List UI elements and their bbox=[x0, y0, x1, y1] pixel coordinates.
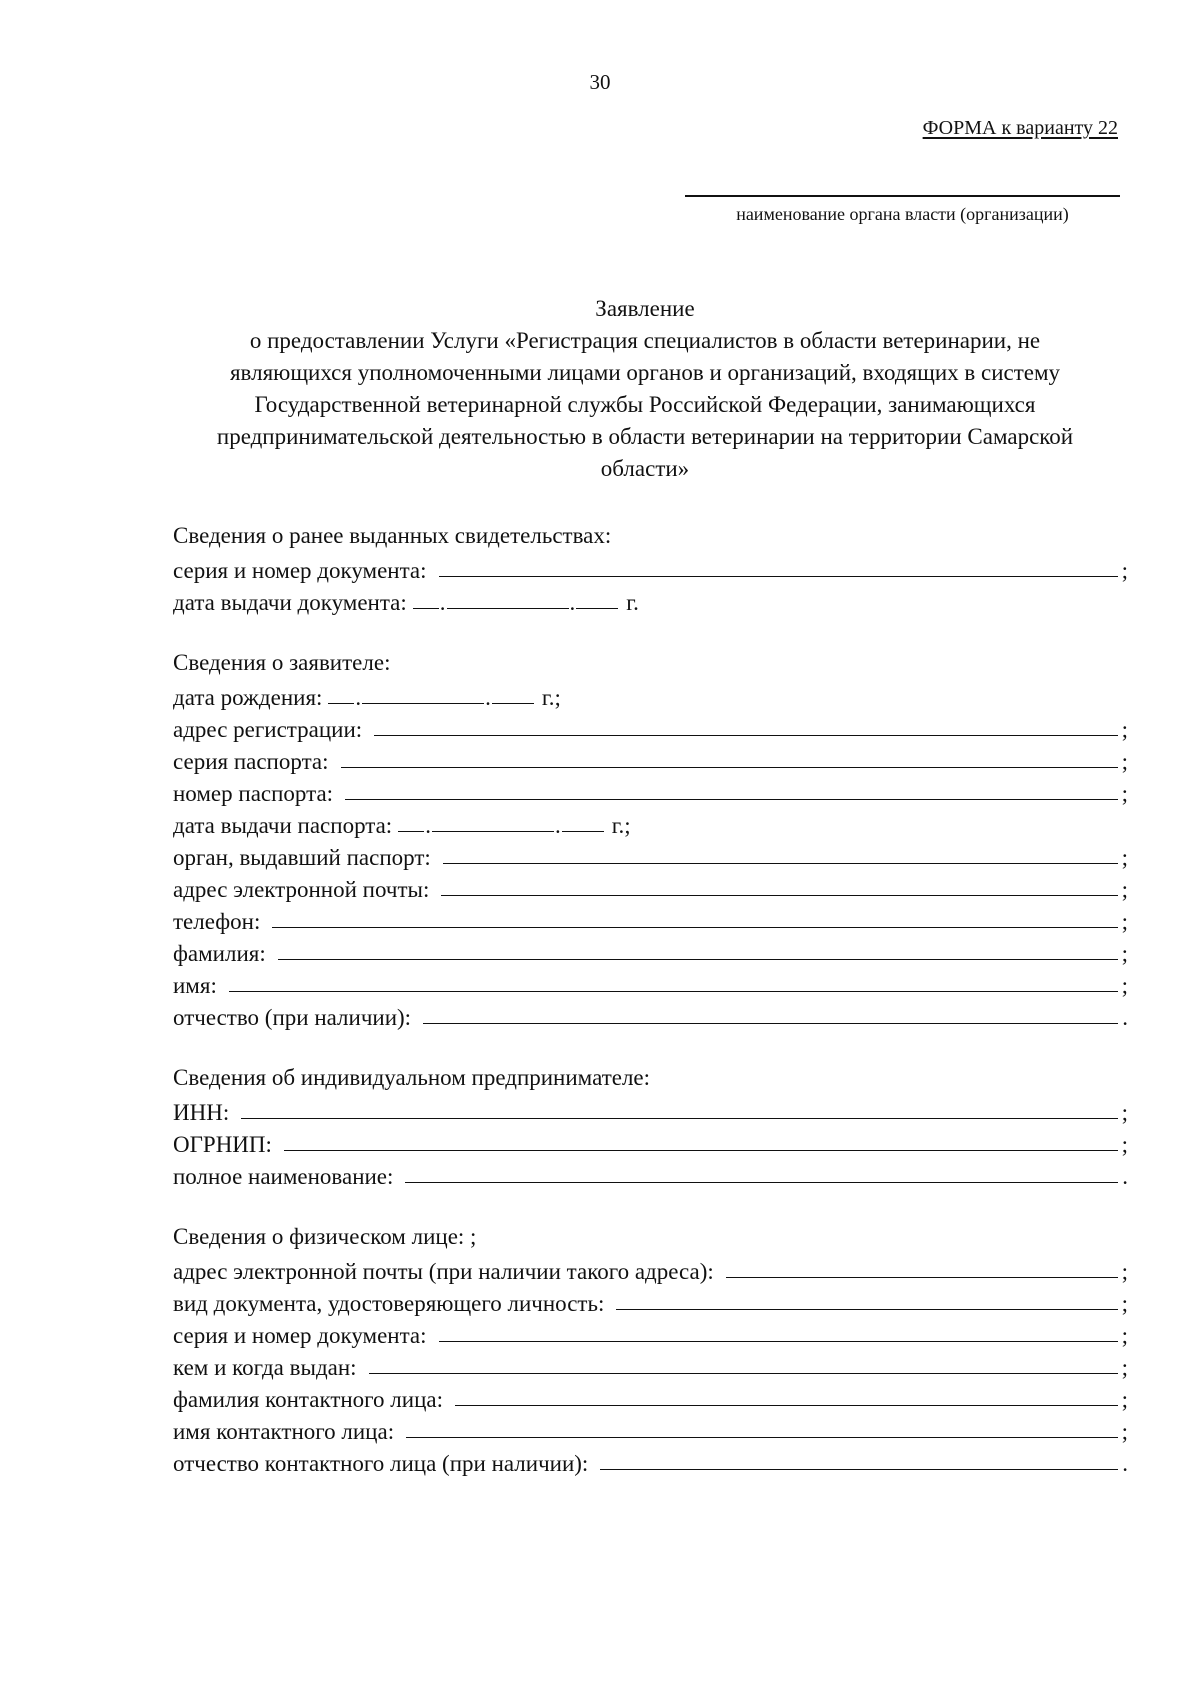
field-label: фамилия: bbox=[173, 941, 266, 966]
fill-in-line[interactable] bbox=[241, 1096, 1118, 1119]
application-title bbox=[160, 293, 1130, 485]
fill-in-line[interactable] bbox=[405, 1160, 1118, 1183]
fill-in-line[interactable] bbox=[616, 1287, 1118, 1310]
fill-in-line[interactable] bbox=[439, 554, 1118, 577]
line-terminator: ; bbox=[1121, 1100, 1128, 1125]
field-row bbox=[173, 1317, 1128, 1349]
fill-in-line[interactable] bbox=[443, 841, 1118, 864]
fill-in-line[interactable] bbox=[726, 1255, 1118, 1278]
field-label: номер паспорта: bbox=[173, 781, 334, 806]
fill-in-line[interactable] bbox=[345, 777, 1118, 800]
day-blank[interactable] bbox=[413, 586, 439, 609]
separator-dot: . bbox=[569, 590, 576, 615]
fill-in-line[interactable] bbox=[600, 1447, 1118, 1470]
fill-in-line[interactable] bbox=[341, 745, 1119, 768]
year-suffix: г. bbox=[626, 590, 639, 615]
fill-in-line[interactable] bbox=[455, 1383, 1118, 1406]
section-individual-entrepreneur bbox=[173, 1062, 1128, 1190]
line-terminator: ; bbox=[1121, 941, 1128, 966]
separator-dot: . bbox=[355, 685, 362, 710]
field-row bbox=[173, 1158, 1128, 1190]
field-label: адрес электронной почты (при наличии такого адреса): bbox=[173, 1259, 714, 1284]
organization-caption: наименование органа власти (организации) bbox=[736, 204, 1069, 224]
field-row bbox=[173, 967, 1128, 999]
section-heading: Сведения об индивидуальном предпринимателе: bbox=[173, 1065, 651, 1090]
fill-in-line[interactable] bbox=[272, 905, 1118, 928]
field-row bbox=[173, 743, 1128, 775]
field-row bbox=[173, 1094, 1128, 1126]
fill-in-line[interactable] bbox=[369, 1351, 1118, 1374]
field-row bbox=[173, 935, 1128, 967]
line-terminator: ; bbox=[1121, 909, 1128, 934]
section-previous-certificates bbox=[173, 520, 1128, 616]
field-label: вид документа, удостоверяющего личность: bbox=[173, 1291, 605, 1316]
title-line: предпринимательской деятельностью в области ветеринарии на территории Самарской bbox=[216, 424, 1074, 449]
line-terminator: . bbox=[1122, 1164, 1128, 1189]
field-label: ОГРНИП: bbox=[173, 1132, 272, 1157]
field-row bbox=[173, 1285, 1128, 1317]
field-label: дата выдачи документа: bbox=[173, 590, 407, 615]
field-row bbox=[173, 999, 1128, 1031]
title-line: Государственной ветеринарной службы Российской Федерации, занимающихся bbox=[254, 392, 1036, 417]
line-terminator: ; bbox=[1121, 1291, 1128, 1316]
form-label: ФОРМА к варианту 22 bbox=[922, 117, 1118, 139]
field-row bbox=[173, 775, 1128, 807]
field-label: серия и номер документа: bbox=[173, 558, 427, 583]
day-blank[interactable] bbox=[328, 681, 354, 704]
month-blank[interactable] bbox=[447, 586, 569, 609]
line-terminator: ; bbox=[1121, 1419, 1128, 1444]
line-terminator: ; bbox=[1121, 1259, 1128, 1284]
field-row bbox=[173, 1253, 1128, 1285]
date-field-row bbox=[173, 679, 1128, 711]
fill-in-line[interactable] bbox=[441, 873, 1118, 896]
month-blank[interactable] bbox=[362, 681, 484, 704]
line-terminator: . bbox=[1122, 1451, 1128, 1476]
line-terminator: ; bbox=[1121, 877, 1128, 902]
separator-dot: . bbox=[554, 813, 561, 838]
organization-name-line bbox=[685, 195, 1120, 197]
line-terminator: . bbox=[1122, 1005, 1128, 1030]
title-line: являющихся уполномоченными лицами органов и организаций, входящих в систему bbox=[229, 360, 1061, 385]
field-row bbox=[173, 1349, 1128, 1381]
section-heading: Сведения о ранее выданных свидетельствах: bbox=[173, 523, 612, 548]
field-label: имя: bbox=[173, 973, 217, 998]
field-label: телефон: bbox=[173, 909, 261, 934]
field-row bbox=[173, 1445, 1128, 1477]
field-label: имя контактного лица: bbox=[173, 1419, 395, 1444]
line-terminator: ; bbox=[1121, 973, 1128, 998]
line-terminator: ; bbox=[1121, 558, 1128, 583]
field-label: фамилия контактного лица: bbox=[173, 1387, 443, 1412]
fill-in-line[interactable] bbox=[439, 1319, 1118, 1342]
form-sections bbox=[173, 520, 1128, 1508]
separator-dot: . bbox=[439, 590, 446, 615]
title-line: Заявление bbox=[595, 296, 695, 321]
field-row bbox=[173, 1381, 1128, 1413]
field-label: кем и когда выдан: bbox=[173, 1355, 357, 1380]
field-row bbox=[173, 903, 1128, 935]
fill-in-line[interactable] bbox=[406, 1415, 1118, 1438]
year-suffix: г.; bbox=[541, 685, 561, 710]
line-terminator: ; bbox=[1121, 1355, 1128, 1380]
title-line: области» bbox=[600, 456, 690, 481]
fill-in-line[interactable] bbox=[229, 969, 1118, 992]
section-heading: Сведения о физическом лице: ; bbox=[173, 1224, 477, 1249]
field-label: полное наименование: bbox=[173, 1164, 394, 1189]
field-row bbox=[173, 871, 1128, 903]
month-blank[interactable] bbox=[432, 809, 554, 832]
fill-in-line[interactable] bbox=[374, 713, 1118, 736]
line-terminator: ; bbox=[1121, 1132, 1128, 1157]
line-terminator: ; bbox=[1121, 717, 1128, 742]
section-individual-person bbox=[173, 1221, 1128, 1477]
line-terminator: ; bbox=[1121, 1387, 1128, 1412]
line-terminator: ; bbox=[1121, 781, 1128, 806]
field-label: отчество контактного лица (при наличии): bbox=[173, 1451, 589, 1476]
page-number: 30 bbox=[589, 70, 611, 94]
field-label: ИНН: bbox=[173, 1100, 230, 1125]
year-blank[interactable] bbox=[576, 586, 618, 609]
fill-in-line[interactable] bbox=[423, 1001, 1118, 1024]
line-terminator: ; bbox=[1121, 1323, 1128, 1348]
field-label: адрес регистрации: bbox=[173, 717, 363, 742]
year-blank[interactable] bbox=[562, 809, 604, 832]
year-suffix: г.; bbox=[611, 813, 631, 838]
field-label: дата рождения: bbox=[173, 685, 323, 710]
year-blank[interactable] bbox=[492, 681, 534, 704]
field-label: орган, выдавший паспорт: bbox=[173, 845, 431, 870]
separator-dot: . bbox=[485, 685, 491, 710]
title-line: о предоставлении Услуги «Регистрация специалистов в области ветеринарии, не bbox=[249, 328, 1041, 353]
day-blank[interactable] bbox=[398, 809, 424, 832]
field-label: адрес электронной почты: bbox=[173, 877, 430, 902]
line-terminator: ; bbox=[1121, 845, 1128, 870]
field-label: дата выдачи паспорта: bbox=[173, 813, 393, 838]
field-row bbox=[173, 839, 1128, 871]
field-label: отчество (при наличии): bbox=[173, 1005, 412, 1030]
field-row bbox=[173, 552, 1128, 584]
section-heading: Сведения о заявителе: bbox=[173, 650, 391, 675]
field-label: серия и номер документа: bbox=[173, 1323, 427, 1348]
fill-in-line[interactable] bbox=[278, 937, 1118, 960]
field-label: серия паспорта: bbox=[173, 749, 329, 774]
fill-in-line[interactable] bbox=[284, 1128, 1118, 1151]
field-row bbox=[173, 1126, 1128, 1158]
separator-dot: . bbox=[425, 813, 431, 838]
field-row bbox=[173, 711, 1128, 743]
section-applicant bbox=[173, 647, 1128, 1031]
field-row bbox=[173, 1413, 1128, 1445]
date-field-row bbox=[173, 807, 1128, 839]
date-field-row bbox=[173, 584, 1128, 616]
line-terminator: ; bbox=[1121, 749, 1128, 774]
